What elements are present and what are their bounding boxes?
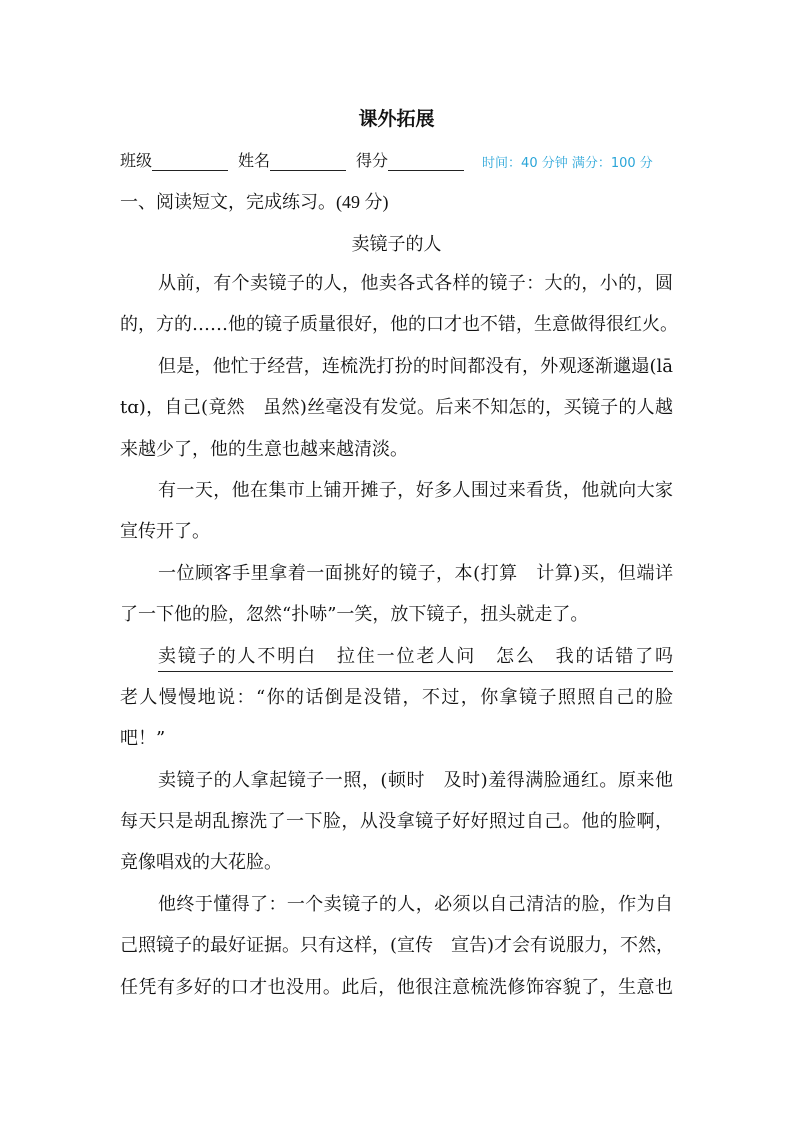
text-line: 他终于懂得了：一个卖镜子的人，必须以自己清洁的脸，作为自 (158, 893, 673, 915)
text-line: 宣传开了。 (120, 521, 210, 543)
text-line: 来越少了，他的生意也越来越清淡。 (120, 438, 408, 460)
student-info-header (120, 148, 680, 171)
section-points: (49 分) (336, 192, 389, 212)
name-blank[interactable] (270, 154, 346, 171)
section-heading (120, 188, 389, 214)
section-label: 一、阅读短文，完成练习。 (120, 192, 336, 213)
class-label: 班级 (120, 151, 153, 170)
class-blank[interactable] (152, 154, 228, 171)
text-line: tɑ)，自己(竟然 虽然)丝毫没有发觉。后来不知怎的，买镜子的人越 (120, 397, 673, 419)
score-label: 得分 (356, 151, 389, 170)
text-line: 每天只是胡乱擦洗了一下脸，从没拿镜子好好照过自己。他的脸啊， (120, 811, 673, 833)
text-line: 吧！” (120, 728, 166, 750)
text-line: 的，方的……他的镜子质量很好，他的口才也不错，生意做得很红火。 (120, 314, 678, 336)
text-line: 己照镜子的最好证据。只有这样，(宣传 宣告)才会有说服力，不然， (120, 935, 675, 957)
text-line: 任凭有多好的口才也没用。此后，他很注意梳洗修饰容貌了，生意也 (120, 976, 673, 998)
text-line: 老人慢慢地说：“你的话倒是没错，不过，你拿镜子照照自己的脸 (120, 686, 673, 708)
text-line: 卖镜子的人拿起镜子一照，(顿时 及时)羞得满脸通红。原来他 (158, 769, 673, 791)
text-line: 了一下他的脸，忽然“扑哧”一笑，放下镜子，扭头就走了。 (120, 604, 589, 626)
article-body (120, 270, 678, 1015)
text-line: 但是，他忙于经营，连梳洗打扮的时间都没有，外观逐渐邋遢(lā (158, 355, 673, 377)
text-line: 有一天，他在集市上铺开摊子，好多人围过来看货，他就向大家 (158, 479, 673, 501)
article-title: 卖镜子的人 (351, 234, 442, 255)
score-blank[interactable] (388, 154, 464, 171)
name-label: 姓名 (238, 151, 271, 170)
text-line: 一位顾客手里拿着一面挑好的镜子，本(打算 计算)买，但端详 (158, 562, 673, 584)
punctuation-exercise-line[interactable] (120, 643, 673, 684)
text-line: 竟像唱戏的大花脸。 (120, 852, 282, 874)
text-line: 从前，有个卖镜子的人，他卖各式各样的镜子：大的，小的，圆 (158, 273, 673, 294)
page-title: 课外拓展 (358, 108, 435, 130)
time-score-info: 时间：40 分钟 满分：100 分 (482, 156, 653, 171)
punctuation-exercise-text: 卖镜子的人不明白 拉住一位老人问 怎么 我的话错了吗 (158, 643, 673, 672)
